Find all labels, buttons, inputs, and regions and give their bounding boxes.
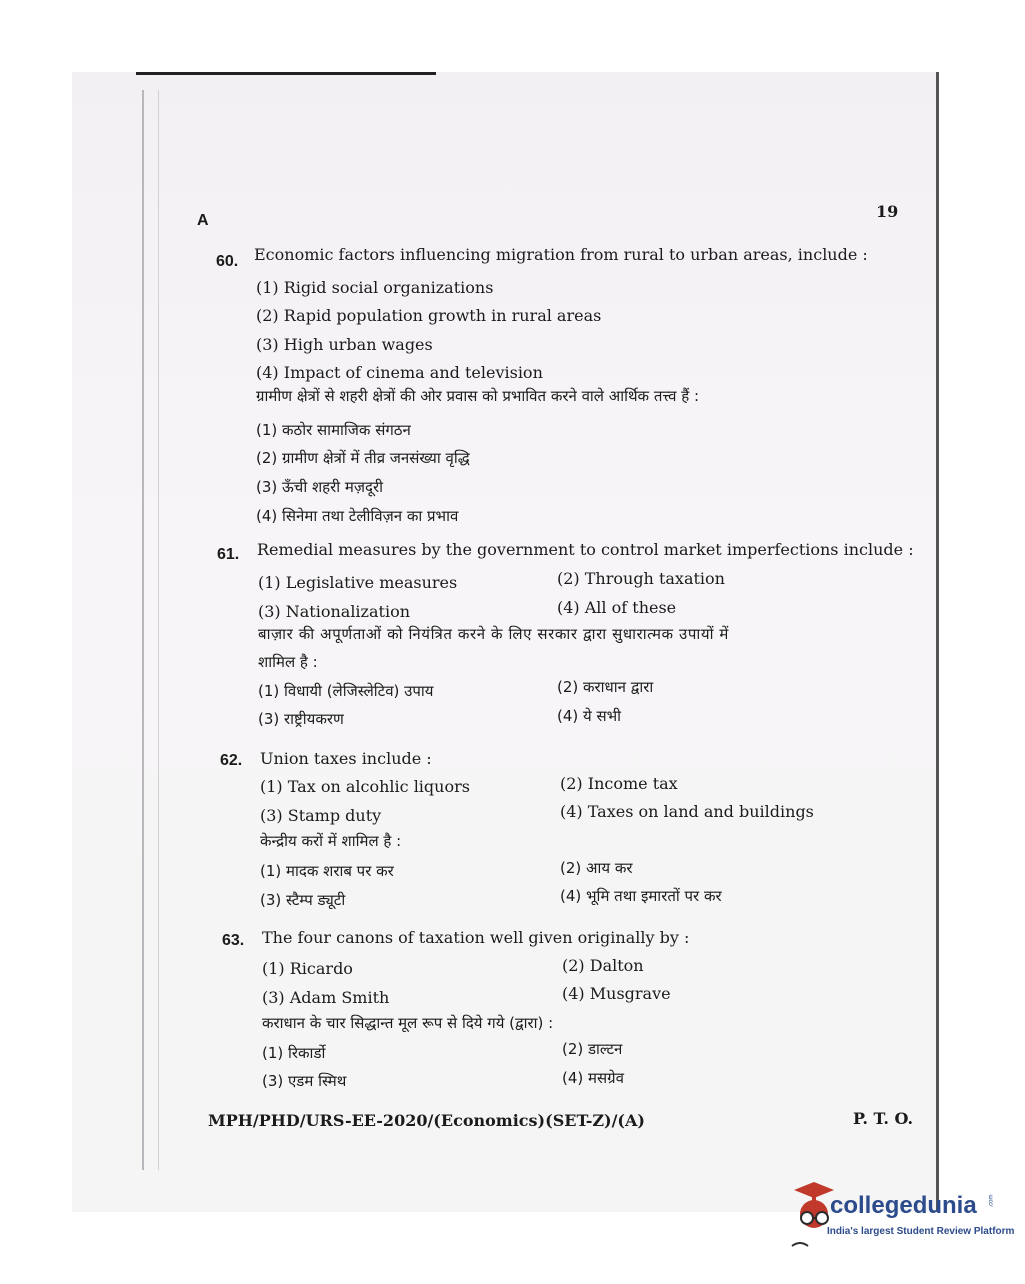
- option-hi: (3) ऊँची शहरी मज़दूरी: [256, 478, 384, 496]
- exam-code: MPH/PHD/URS-EE-2020/(Economics)(SET-Z)/(A): [208, 1111, 645, 1130]
- question-text-hi: केन्द्रीय करों में शामिल है :: [260, 832, 402, 850]
- binding-shadow-inner: [158, 90, 159, 1170]
- set-letter: A: [197, 212, 209, 229]
- page-top-rule: [136, 72, 436, 75]
- option-en: (2) Dalton: [562, 956, 644, 975]
- option-hi: (1) मादक शराब पर कर: [260, 862, 394, 880]
- option-hi: (2) ग्रामीण क्षेत्रों में तीव्र जनसंख्या वृद्धि: [256, 449, 470, 467]
- brand-tagline: India's largest Student Review Platform: [827, 1226, 1015, 1237]
- option-en: (1) Rigid social organizations: [256, 278, 494, 297]
- option-hi: (3) स्टैम्प ड्यूटी: [260, 891, 346, 909]
- question-number: 62.: [220, 752, 243, 769]
- option-hi: (4) सिनेमा तथा टेलीविज़न का प्रभाव: [256, 507, 459, 525]
- option-hi: (2) डाल्टन: [562, 1040, 623, 1058]
- option-en: (3) High urban wages: [256, 335, 433, 354]
- question-text-hi: कराधान के चार सिद्धान्त मूल रूप से दिये गये (द्वारा) :: [262, 1014, 554, 1032]
- pto-label: P. T. O.: [853, 1109, 914, 1128]
- option-en: (1) Legislative measures: [258, 573, 458, 592]
- option-hi: (4) ये सभी: [557, 707, 622, 725]
- question-text-hi: बाज़ार की अपूर्णताओं को नियंत्रित करने के लिए सरकार द्वारा सुधारात्मक उपायों में: [258, 625, 729, 643]
- page-number: 19: [876, 202, 899, 221]
- question-number: 61.: [217, 546, 240, 563]
- option-en: (2) Income tax: [560, 774, 678, 793]
- option-en: (2) Through taxation: [557, 569, 725, 588]
- question-number: 63.: [222, 932, 245, 949]
- question-text-hi: ग्रामीण क्षेत्रों से शहरी क्षेत्रों की ओर प्रवास को प्रभावित करने वाले आर्थिक तत्त्व हैं :: [256, 387, 700, 405]
- question-text-en: Economic factors influencing migration from rural to urban areas, include :: [254, 245, 868, 264]
- binding-shadow: [142, 90, 144, 1170]
- question-text-hi-cont: शामिल है :: [258, 653, 318, 671]
- option-hi: (4) भूमि तथा इमारतों पर कर: [560, 887, 722, 905]
- question-text-en: The four canons of taxation well given originally by :: [262, 928, 690, 947]
- option-en: (2) Rapid population growth in rural areas: [256, 306, 602, 325]
- option-en: (4) All of these: [557, 598, 677, 617]
- option-hi: (1) कठोर सामाजिक संगठन: [256, 421, 411, 439]
- option-en: (4) Taxes on land and buildings: [560, 802, 814, 821]
- option-en: (3) Nationalization: [258, 602, 410, 621]
- brand-name: collegedunia: [830, 1192, 977, 1219]
- option-hi: (2) आय कर: [560, 859, 633, 877]
- option-hi: (4) मसग्रेव: [562, 1069, 624, 1087]
- brand-domain: .com: [988, 1194, 995, 1208]
- question-text-en: Remedial measures by the government to control market imperfections include :: [257, 540, 914, 559]
- option-hi: (3) एडम स्मिथ: [262, 1072, 347, 1090]
- option-hi: (2) कराधान द्वारा: [557, 678, 654, 696]
- option-en: (1) Ricardo: [262, 959, 353, 978]
- question-text-en: Union taxes include :: [260, 749, 432, 768]
- option-hi: (3) राष्ट्रीयकरण: [258, 710, 344, 728]
- question-number: 60.: [216, 253, 239, 270]
- option-en: (4) Musgrave: [562, 984, 671, 1003]
- option-en: (3) Adam Smith: [262, 988, 390, 1007]
- option-en: (4) Impact of cinema and television: [256, 363, 543, 382]
- page-right-edge: [936, 72, 939, 1212]
- option-en: (1) Tax on alcohlic liquors: [260, 777, 470, 796]
- option-en: (3) Stamp duty: [260, 806, 382, 825]
- option-hi: (1) रिकार्डो: [262, 1044, 326, 1062]
- option-hi: (1) विधायी (लेजिस्लेटिव) उपाय: [258, 682, 434, 700]
